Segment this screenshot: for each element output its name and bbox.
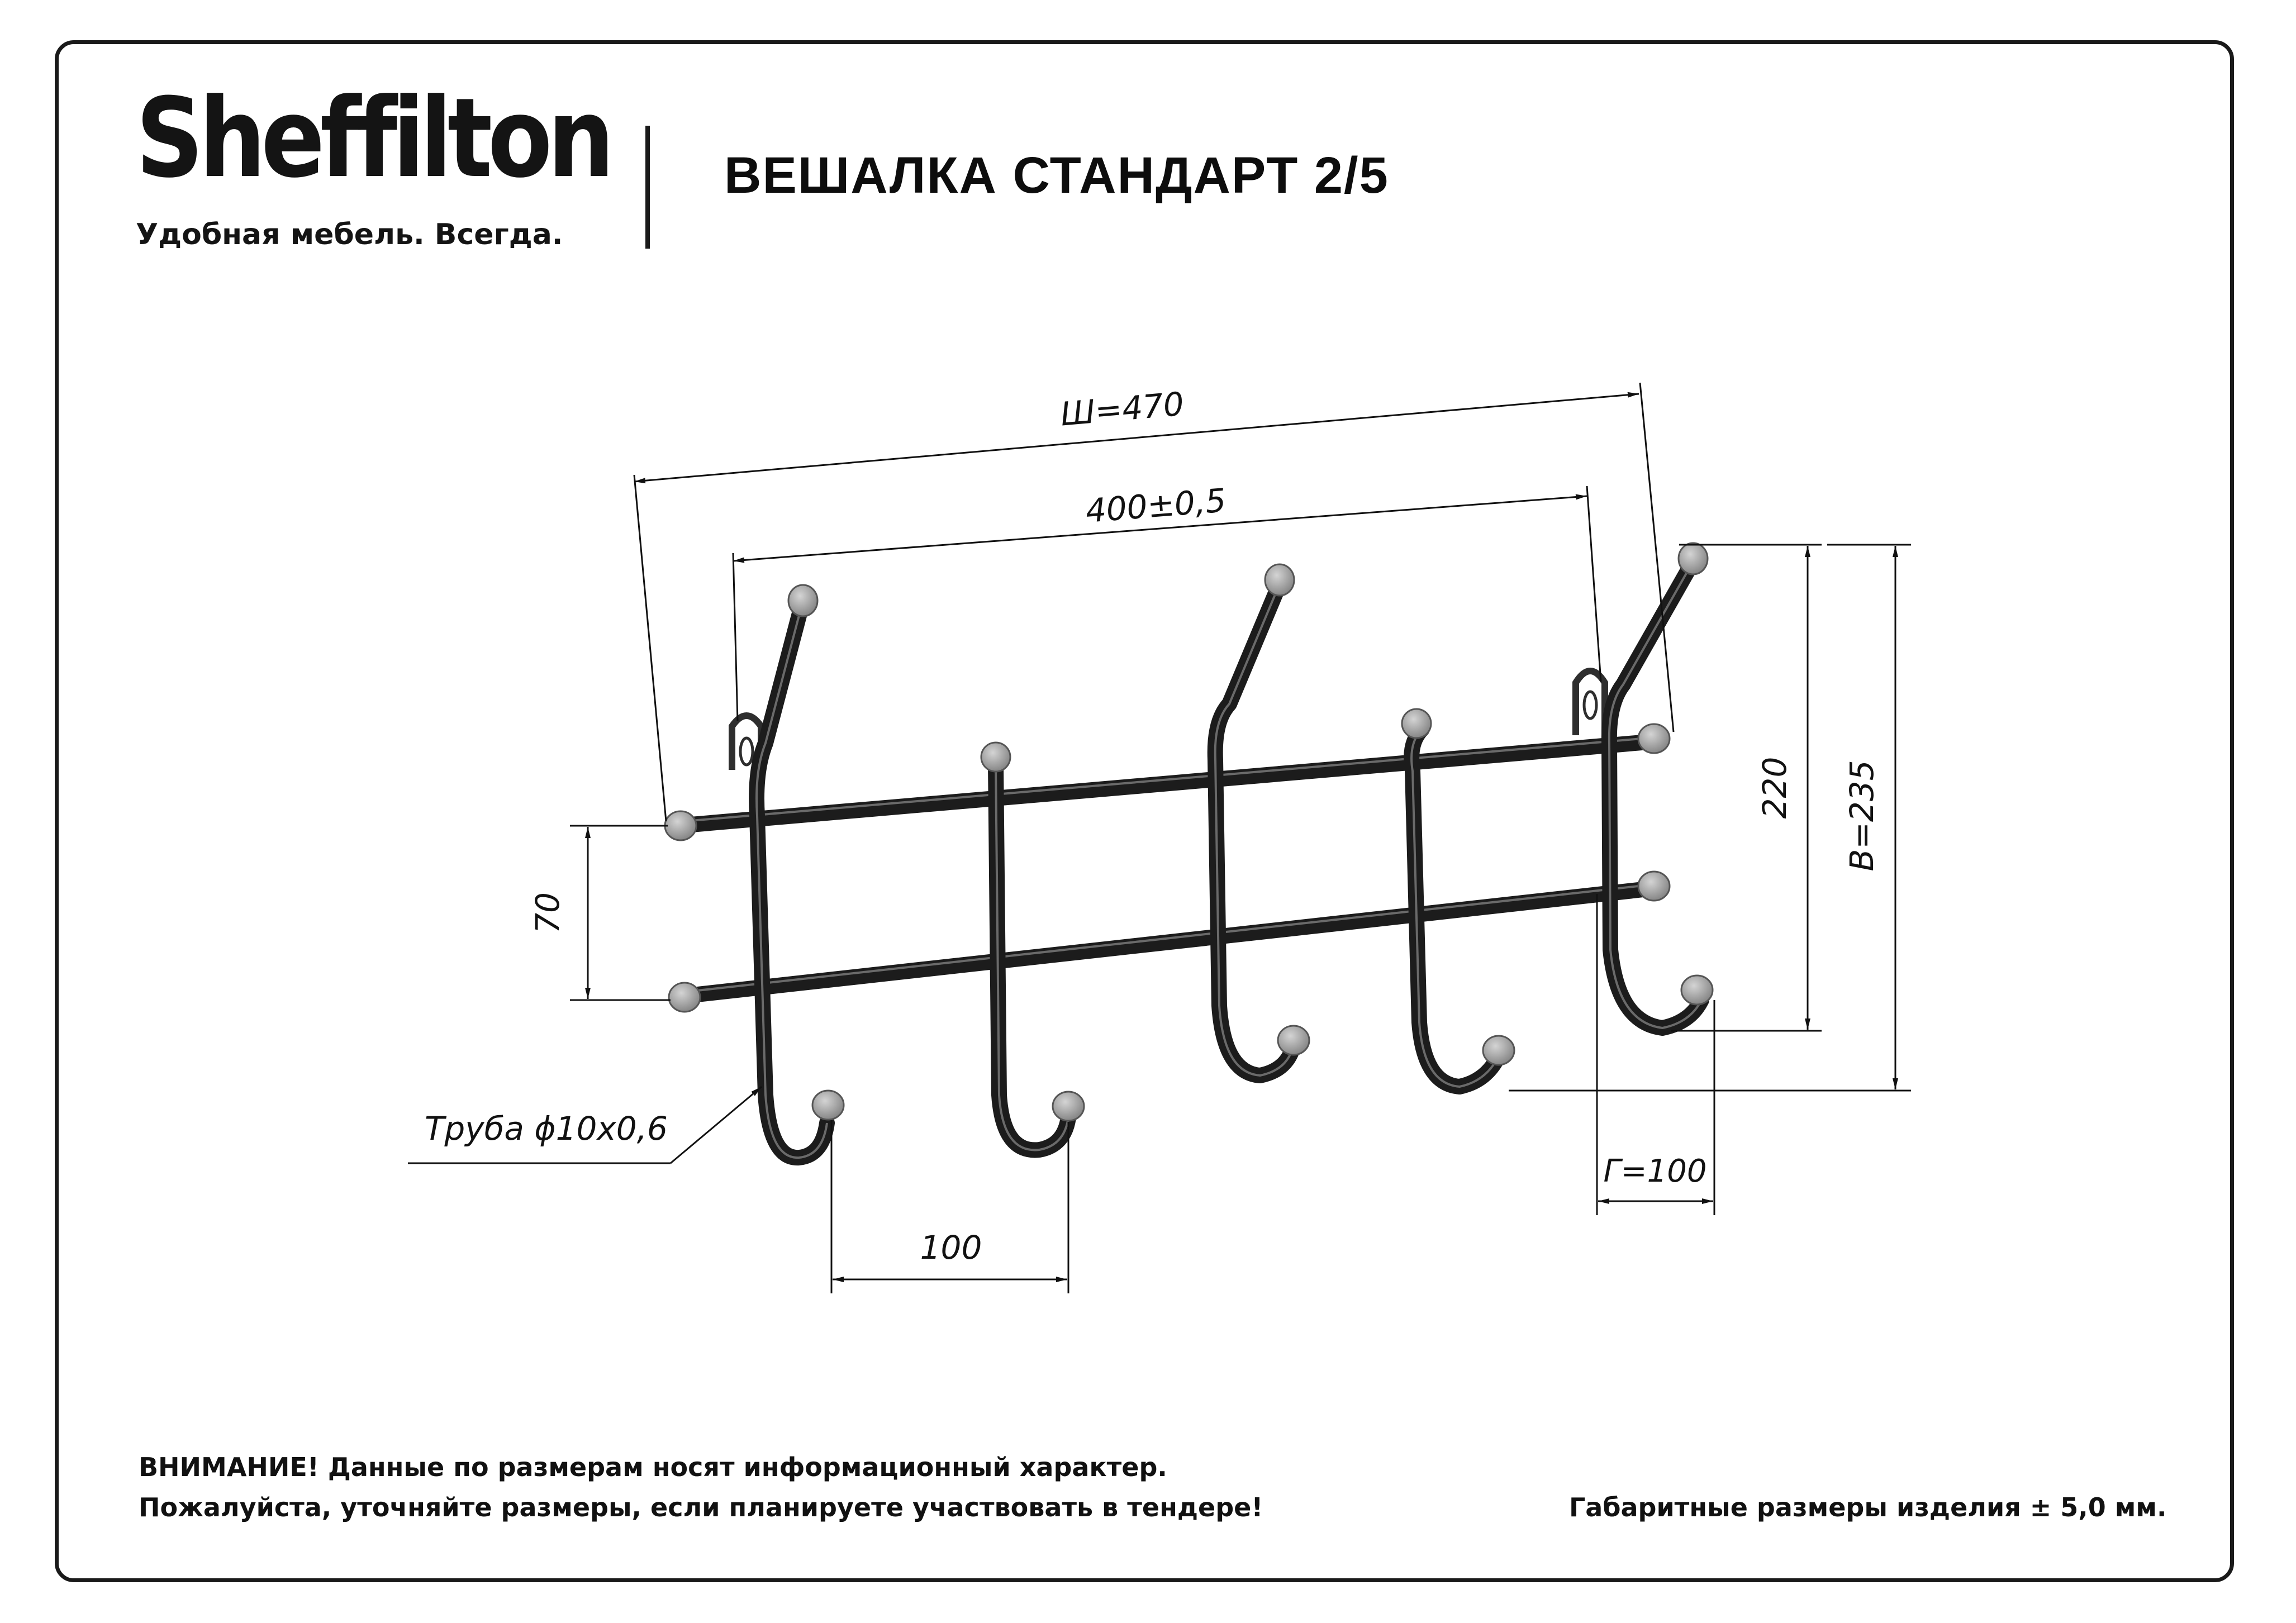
warning-line-2: Пожалуйста, уточняйте размеры, если планируете участвовать в тендере! [139, 1492, 1263, 1522]
dim-hook-spacing-label: 400±0,5 [1084, 481, 1228, 530]
dim-hook-pitch-label: 100 [920, 1229, 982, 1267]
hook-3 [1215, 584, 1294, 1075]
warning-line-1: ВНИМАНИЕ! Данные по размерам носят информационный характер. [139, 1452, 1167, 1482]
dim-height-inner-label: 220 [1756, 756, 1794, 819]
dim-height-total-label: В=235 [1843, 760, 1881, 872]
dim-height-inner [1671, 545, 1822, 1031]
dim-bar-spacing-label: 70 [529, 892, 567, 934]
tolerance-note: Габаритные размеры изделия ± 5,0 мм. [1569, 1492, 2167, 1522]
hook-5 [1609, 561, 1701, 1028]
hook-1 [757, 601, 827, 1158]
bar-bottom [687, 885, 1648, 996]
dim-width-total-label: Ш=470 [1059, 384, 1186, 434]
hook-caps [665, 543, 1713, 1121]
dim-bar-spacing [570, 826, 671, 1000]
brand-name: Sheffilton [136, 75, 610, 202]
tube-label: Труба ϕ10х0,6 [425, 1110, 668, 1148]
product-title: ВЕШАЛКА СТАНДАРТ 2/5 [724, 147, 1389, 204]
bar-top [684, 738, 1648, 825]
warning-note [139, 1447, 1263, 1527]
brand-tagline: Удобная мебель. Всегда. [136, 218, 563, 251]
dim-depth-label: Г=100 [1603, 1153, 1707, 1189]
